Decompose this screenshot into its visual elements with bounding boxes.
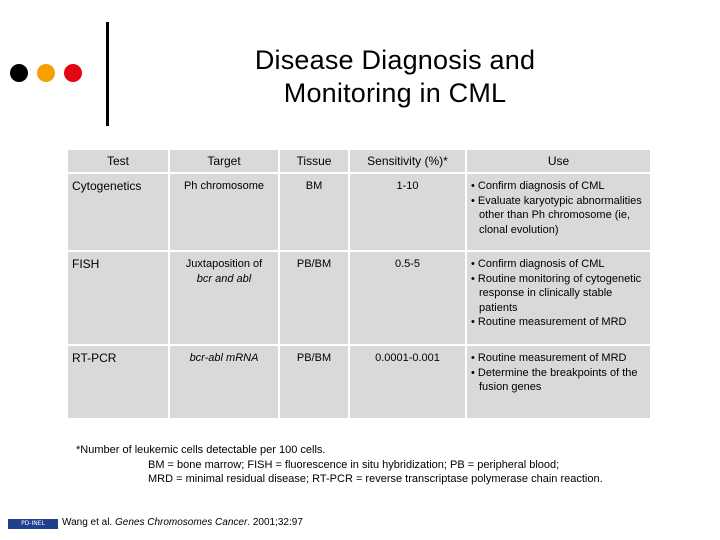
cell-use — [467, 346, 650, 420]
cell-sensitivity: 0.0001-0.001 — [350, 346, 467, 420]
header-sensitivity: Sensitivity (%)* — [350, 150, 467, 174]
cell-tissue: PB/BM — [280, 252, 350, 346]
cell-tissue: BM — [280, 174, 350, 252]
publisher-logo: PD-INEL — [8, 519, 58, 529]
decorative-dots — [10, 64, 82, 82]
use-item: • Determine the breakpoints of the fusion genes — [471, 366, 646, 395]
footnote: *Number of leukemic cells detectable per 100 cells. BM = bone marrow; FISH = fluorescence in situ hybridization; PB = peripheral blood; MRD = minimal residual disease; RT-PCR = reverse transcriptase polymerase chain reaction. — [76, 444, 603, 485]
cell-test: FISH — [68, 252, 170, 346]
header-target: Target — [170, 150, 280, 174]
use-item: • Routine measurement of MRD — [471, 351, 646, 366]
cell-use — [467, 174, 650, 252]
red-dot-icon — [64, 64, 82, 82]
cell-use — [467, 252, 650, 346]
table-row — [68, 346, 650, 420]
cell-test: RT-PCR — [68, 346, 170, 420]
cell-sensitivity: 1-10 — [350, 174, 467, 252]
table-row — [68, 174, 650, 252]
cell-target: bcr-abl mRNA — [170, 346, 280, 420]
cell-target: Juxtaposition of bcr and abl — [170, 252, 280, 346]
cell-tissue: PB/BM — [280, 346, 350, 420]
black-dot-icon — [10, 64, 28, 82]
table-header-row — [68, 150, 650, 174]
use-item: • Routine measurement of MRD — [471, 315, 646, 330]
cell-target: Ph chromosome — [170, 174, 280, 252]
title-divider — [106, 22, 109, 126]
reference-citation: Wang et al. Genes Chromosomes Cancer. 2001;32:97 — [62, 517, 303, 528]
use-item: • Evaluate karyotypic abnormalities other than Ph chromosome (ie, clonal evolution) — [471, 194, 646, 238]
header-test: Test — [68, 150, 170, 174]
header-tissue: Tissue — [280, 150, 350, 174]
cell-test: Cytogenetics — [68, 174, 170, 252]
diagnosis-table — [68, 150, 650, 420]
use-item: • Confirm diagnosis of CML — [471, 257, 646, 272]
orange-dot-icon — [37, 64, 55, 82]
header-use: Use — [467, 150, 650, 174]
table-row — [68, 252, 650, 346]
cell-sensitivity: 0.5-5 — [350, 252, 467, 346]
use-item: • Routine monitoring of cytogenetic response in clinically stable patients — [471, 272, 646, 316]
use-item: • Confirm diagnosis of CML — [471, 179, 646, 194]
slide-title: Disease Diagnosis and Monitoring in CML — [254, 45, 536, 108]
